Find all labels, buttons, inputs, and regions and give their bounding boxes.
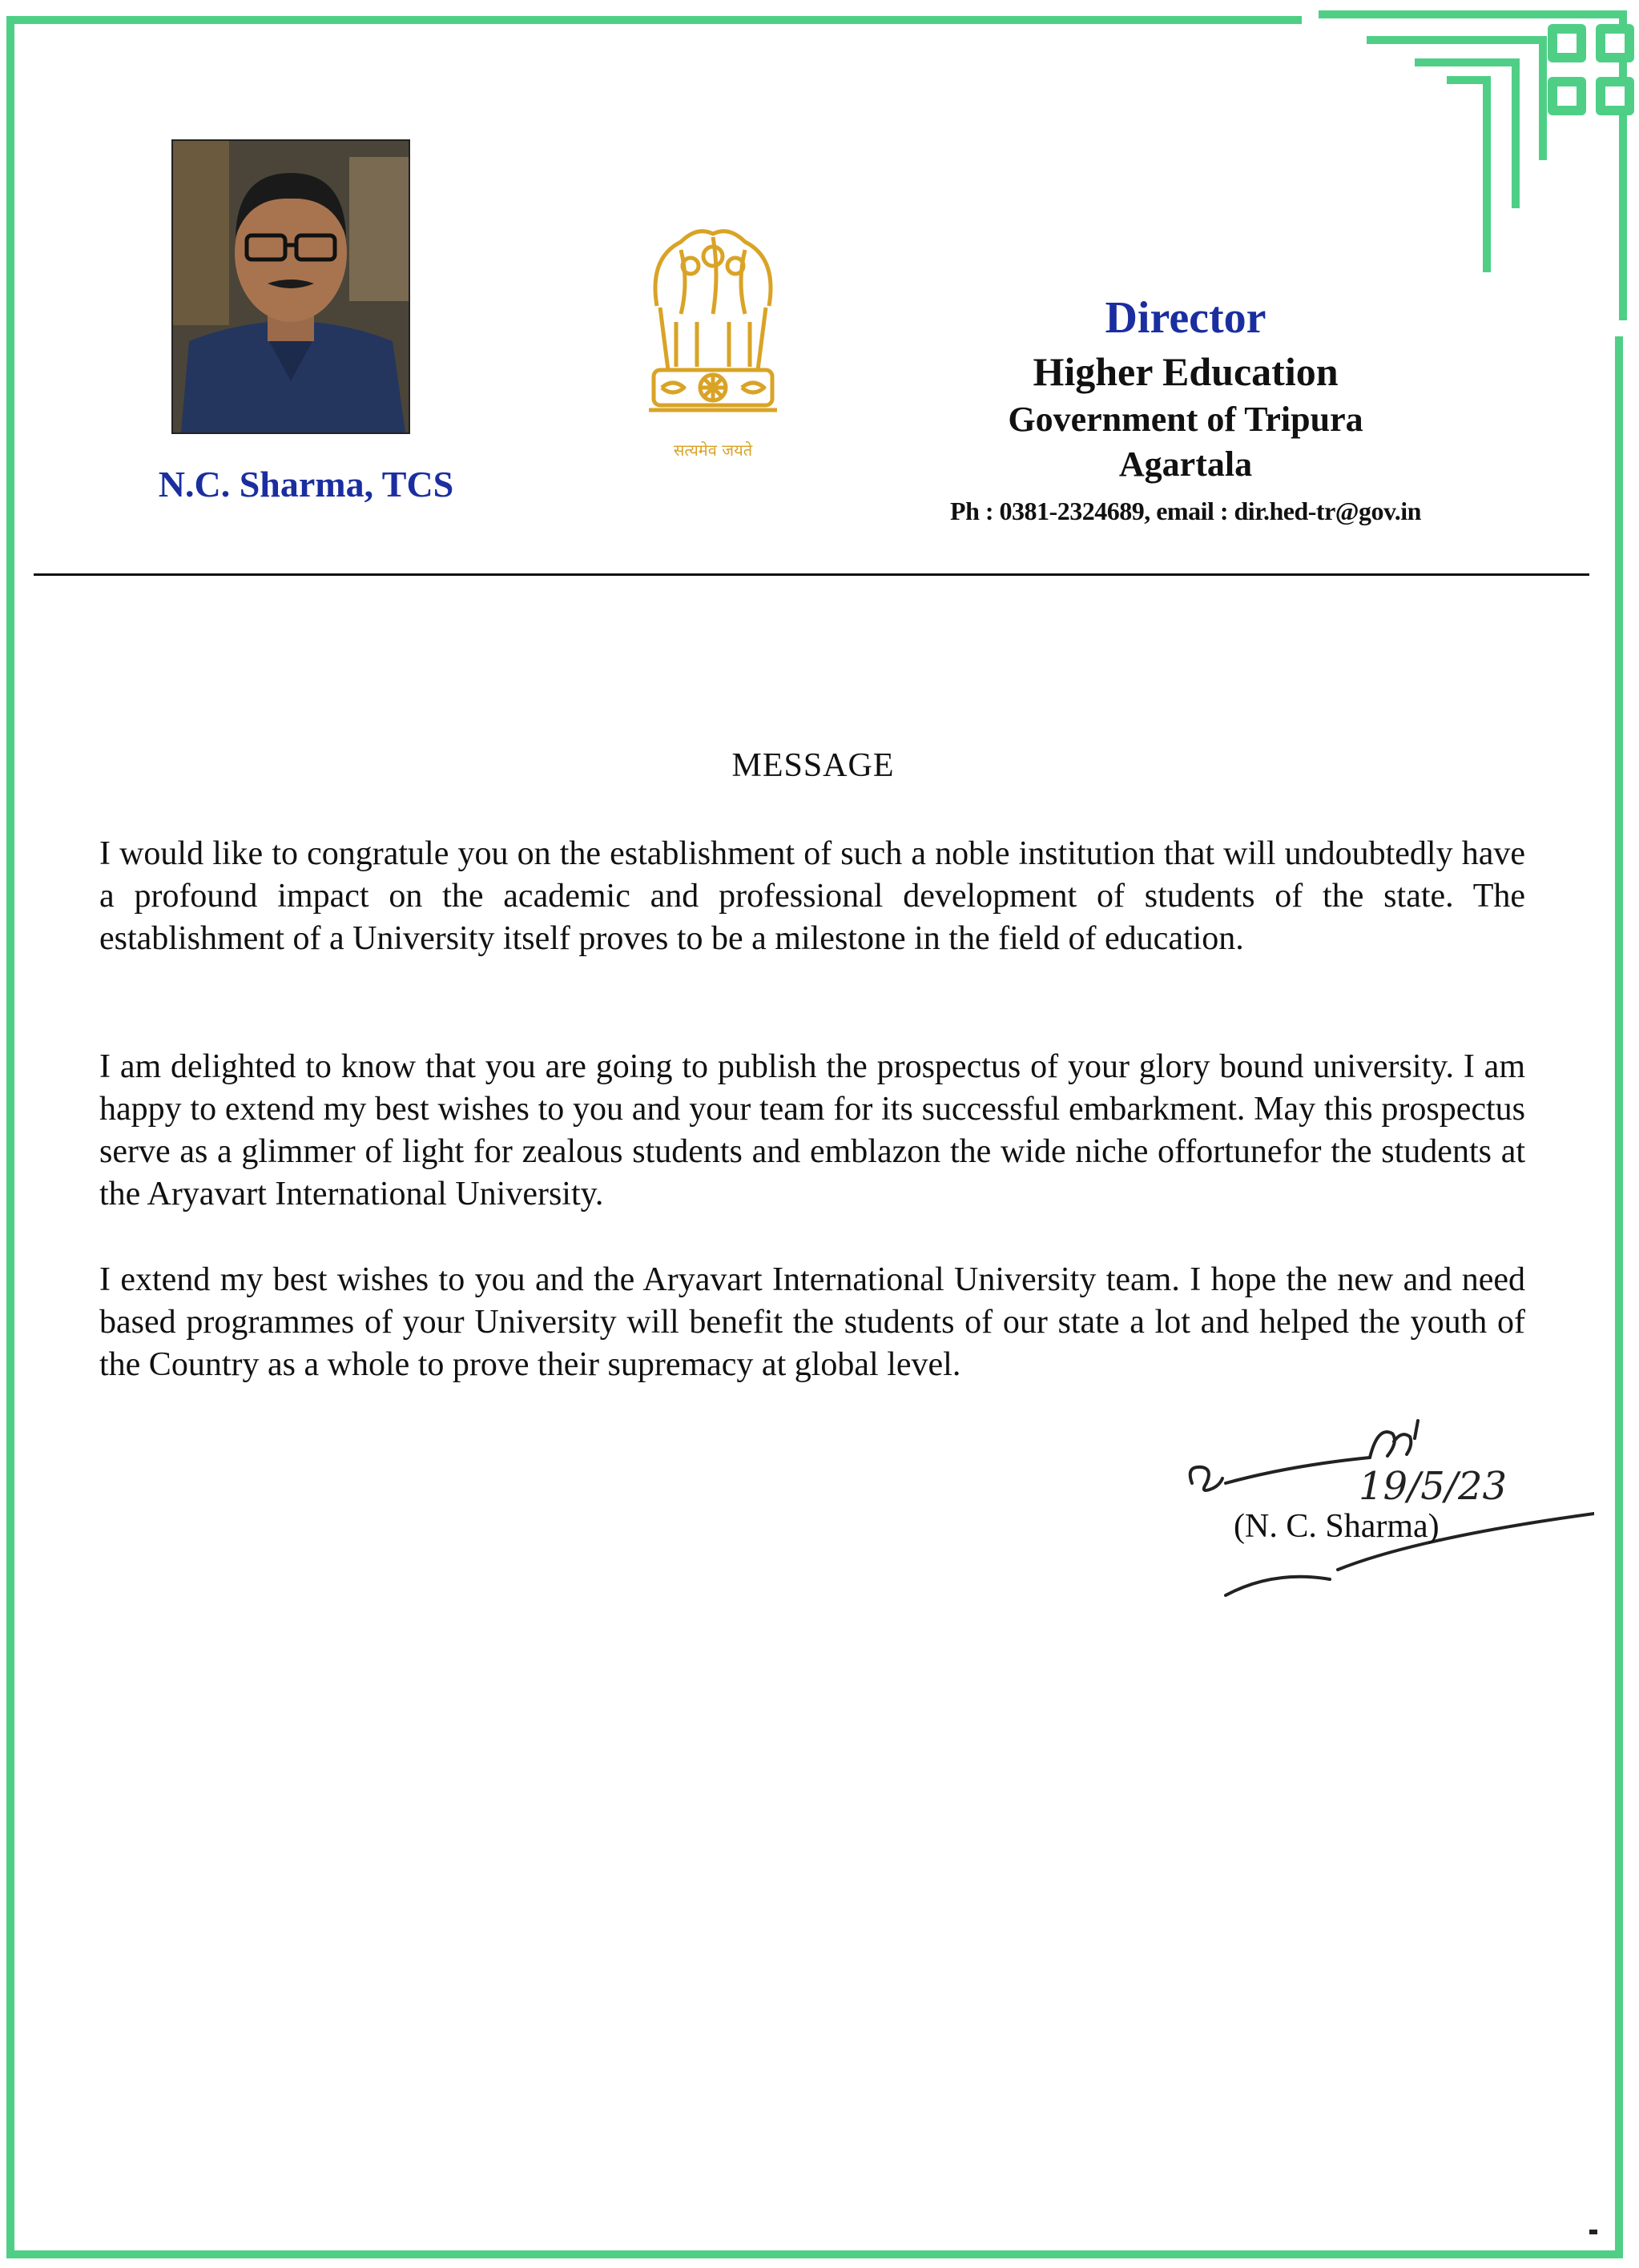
message-paragraph: I would like to congratule you on the establishment of such a noble institution that will undoubtedly have a profound impact on the academic and professional development of students of the state. The establishment of a University itself proves to be a milestone in the field of education. bbox=[99, 835, 1525, 957]
emblem-motto: सत्यमेव जयते bbox=[673, 440, 753, 460]
message-paragraph: I extend my best wishes to you and the Aryavart International University team. I hope the new and need based programmes of your University will benefit the students of our state a lot and helped the youth of the Country as a whole to prove their supremacy at global level. bbox=[99, 1261, 1525, 1383]
person-name: N.C. Sharma, TCS bbox=[158, 464, 454, 505]
office-address-block bbox=[865, 290, 1506, 535]
office-department: Higher Education bbox=[1033, 349, 1339, 394]
page-mark bbox=[1589, 2230, 1597, 2234]
signature-date: 19/5/23 bbox=[1359, 1464, 1508, 1509]
corner-pattern-decoration bbox=[1303, 0, 1639, 336]
message-title: MESSAGE bbox=[731, 747, 895, 784]
signed-name: (N. C. Sharma) bbox=[1234, 1508, 1440, 1545]
office-city: Agartala bbox=[1118, 444, 1253, 484]
handwritten-signature bbox=[1178, 1409, 1594, 1602]
message-paragraph: I am delighted to know that you are going to publish the prospectus of your glory bound university. I am happy to extend my best wishes to you and your team for its successful embarkment. May this prospectus serve as a glimmer of light for zealous students and emblazon the wide niche offortunefor the students at the Aryavart International University. bbox=[99, 1048, 1525, 1212]
office-government: Government of Tripura bbox=[1008, 400, 1363, 439]
director-portrait-photo bbox=[171, 139, 410, 434]
national-emblem-icon bbox=[633, 210, 793, 442]
office-title: Director bbox=[1105, 293, 1266, 343]
office-contact: Ph : 0381-2324689, email : dir.hed-tr@gov.in bbox=[950, 497, 1421, 525]
header-divider bbox=[34, 573, 1589, 576]
